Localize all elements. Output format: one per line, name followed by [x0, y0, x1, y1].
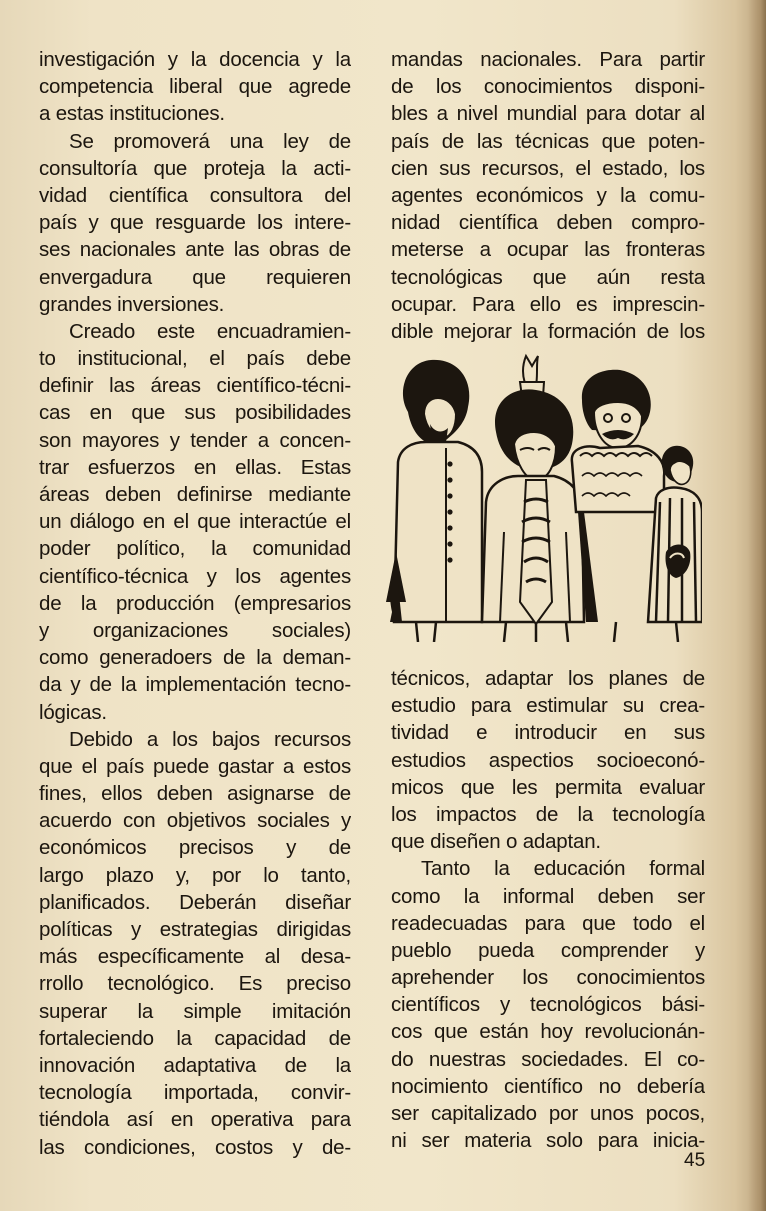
text-line: micos que les permita evaluar	[391, 775, 705, 799]
text-line: económicos precisos y de	[39, 836, 351, 860]
page-number: 45	[684, 1150, 706, 1171]
text-line: Se promoverá una ley de	[69, 129, 351, 153]
text-line: investigación y la docencia y la	[39, 48, 351, 71]
text-line: estudios aspectios socioeconó-	[391, 748, 705, 772]
left-text-column	[39, 46, 351, 1161]
text-line: nocimiento científico no debería	[391, 1074, 705, 1098]
right-text-column-bottom	[391, 665, 705, 1154]
text-line: largo plazo y, por lo tanto,	[39, 863, 351, 887]
text-line: grandes inversiones.	[39, 292, 225, 316]
text-line: consultoría que proteja la acti-	[39, 156, 351, 180]
text-line: superar la simple imitación	[39, 999, 351, 1023]
text-line: técnicos, adaptar los planes de	[391, 667, 705, 690]
page-edge-shadow	[748, 0, 766, 1211]
text-line: cas en que sus posibilidades	[39, 401, 351, 425]
text-line: que el país puede gastar a estos	[39, 754, 351, 778]
text-line: como generadoers de la deman-	[39, 646, 351, 670]
text-line: bles a nivel mundial para dotar al	[391, 102, 705, 126]
text-line: vidad científica consultora del	[39, 183, 351, 207]
text-line: país de las técnicas que poten-	[391, 129, 705, 153]
illustration-ground	[416, 622, 678, 642]
text-line: definir las áreas científico-técni-	[39, 374, 351, 398]
text-line: acuerdo con objetivos sociales y	[39, 809, 351, 833]
text-line: un diálogo en el que interactúe el	[39, 510, 351, 534]
text-line: poder político, la comunidad	[39, 537, 351, 561]
figure-center	[482, 356, 584, 624]
text-line: que diseñen o adaptan.	[391, 830, 601, 854]
text-line: tecnológicas que aún resta	[391, 265, 705, 289]
text-line: estudio para estimular su crea-	[391, 694, 705, 718]
text-line: Tanto la educación formal	[421, 857, 705, 881]
right-text-column-top	[391, 46, 705, 345]
text-line: cien sus recursos, el estado, los	[391, 156, 705, 180]
text-line: da y de la implementación tecno-	[39, 673, 351, 697]
text-line: los impactos de la tecnología	[391, 802, 705, 826]
text-line: de la producción (empresarios	[39, 591, 351, 615]
text-line: las condiciones, costos y de-	[39, 1135, 351, 1159]
text-line: agentes económicos y la comu-	[391, 183, 705, 207]
text-line: readecuadas para que todo el	[391, 911, 705, 935]
text-line: pueblo pueda comprender y	[391, 938, 705, 962]
text-line: dible mejorar la formación de los	[391, 319, 705, 343]
text-line: cos que están hoy revolucionán-	[391, 1020, 705, 1044]
text-line: envergadura que requieren	[39, 265, 351, 289]
text-line: ser capitalizado por unos pocos,	[391, 1102, 705, 1125]
text-line: tecnología importada, convir-	[39, 1081, 351, 1105]
illustration-four-figures	[386, 352, 702, 642]
text-line: políticas y estrategias dirigidas	[39, 918, 351, 941]
text-line: país y que resguarde los intere-	[39, 211, 351, 235]
text-line: científico-técnica y los agentes	[39, 564, 351, 588]
text-line: ses nacionales ante las obras de	[39, 238, 351, 262]
text-line: Debido a los bajos recursos	[69, 727, 351, 751]
text-line: do nuestras sociedades. El co-	[391, 1047, 705, 1071]
text-line: mandas nacionales. Para partir	[391, 48, 705, 71]
figure-left	[386, 360, 482, 622]
text-line: aprehender los conocimientos	[391, 966, 705, 990]
text-line: rrollo tecnológico. Es preciso	[39, 972, 351, 996]
text-line: son mayores y tender a concen-	[39, 428, 351, 452]
text-line: tividad e introducir en sus	[391, 721, 705, 745]
text-line: científicos y tecnológicos bási-	[391, 993, 705, 1017]
text-line: áreas deben definirse mediante	[39, 483, 351, 506]
text-line: más específicamente al desa-	[39, 945, 351, 969]
text-line: lógicas.	[39, 700, 107, 724]
text-line: to institucional, el país debe	[39, 347, 351, 371]
text-line: Creado este encuadramien-	[69, 319, 351, 343]
text-line: fortaleciendo la capacidad de	[39, 1026, 351, 1050]
text-line: innovación adaptativa de la	[39, 1053, 351, 1077]
text-line: como la informal deben ser	[391, 884, 705, 908]
text-line: ocupar. Para ello es imprescin-	[391, 292, 705, 316]
text-line: y organizaciones sociales)	[39, 618, 351, 642]
text-line: trar esfuerzos en ellas. Estas	[39, 455, 351, 479]
text-line: planificados. Deberán diseñar	[39, 890, 351, 914]
text-line: ni ser materia solo para inicia-	[391, 1129, 705, 1153]
text-line: de los conocimientos disponi-	[391, 75, 705, 99]
text-line: tiéndola así en operativa para	[39, 1108, 351, 1132]
text-line: competencia liberal que agrede	[39, 75, 351, 99]
text-line: a estas instituciones.	[39, 102, 225, 126]
text-line: fines, ellos deben asignarse de	[39, 782, 351, 806]
text-line: meterse a ocupar las fronteras	[391, 238, 705, 262]
text-line: nidad científica deben compro-	[391, 211, 705, 235]
